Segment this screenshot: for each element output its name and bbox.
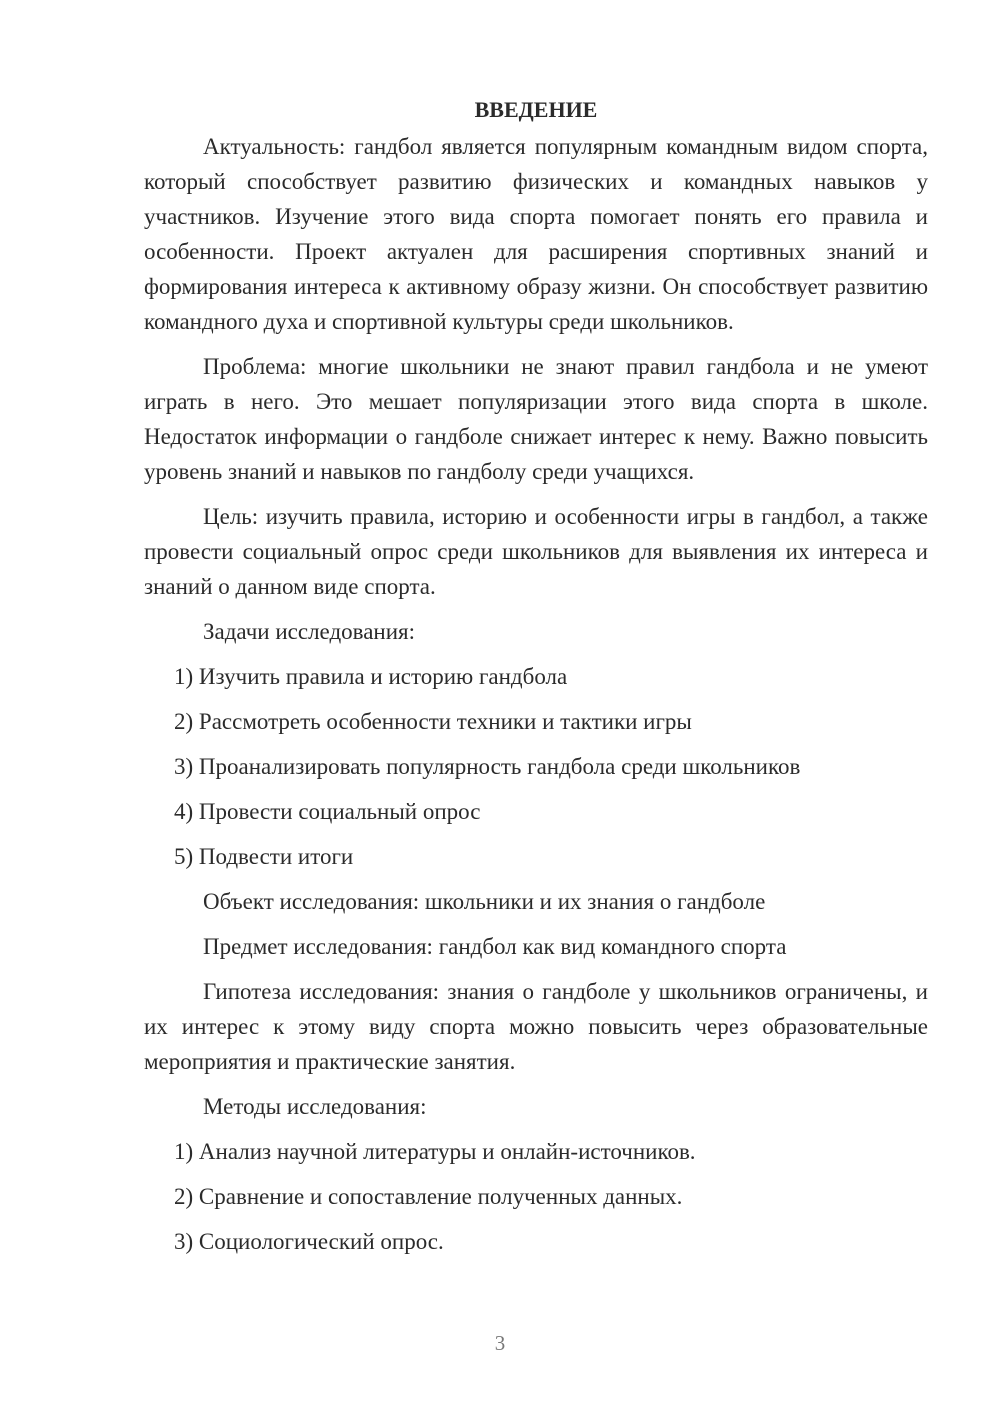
goal-paragraph: Цель: изучить правила, историю и особенности игры в гандбол, а также провести социальный опрос среди школьников для выявления их интереса и знаний о данном виде спорта. xyxy=(144,504,928,599)
task-item: 3) Проанализировать популярность гандбола среди школьников xyxy=(174,754,801,779)
research-object: Объект исследования: школьники и их знания о гандболе xyxy=(203,889,766,914)
hypothesis-paragraph: Гипотеза исследования: знания о гандболе у школьников ограничены, и их интерес к этому виду спорта можно повысить через образовательные мероприятия и практические занятия. xyxy=(144,979,928,1074)
document-title: ВВЕДЕНИЕ xyxy=(474,97,598,122)
relevance-paragraph: Актуальность: гандбол является популярным командным видом спорта, который способствует развитию физических и командных навыков у участников. Изучение этого вида спорта помогает понять его правила и особенности. Проект актуален для расширения спортивных знаний и формирования интереса к активному образу жизни. Он способствует развитию командного духа и спортивной культуры среди школьников. xyxy=(144,134,928,334)
problem-paragraph: Проблема: многие школьники не знают правил гандбола и не умеют играть в него. Это мешает популяризации этого вида спорта в школе. Недостаток информации о гандболе снижает интерес к нему. Важно повысить уровень знаний и навыков по гандболу среди учащихся. xyxy=(144,354,928,484)
method-item: 1) Анализ научной литературы и онлайн-источников. xyxy=(174,1139,696,1164)
task-item: 5) Подвести итоги xyxy=(174,844,354,869)
task-item: 4) Провести социальный опрос xyxy=(174,799,481,824)
task-item: 2) Рассмотреть особенности техники и тактики игры xyxy=(174,709,692,734)
methods-heading: Методы исследования: xyxy=(203,1094,427,1119)
tasks-heading: Задачи исследования: xyxy=(203,619,416,644)
page-number: 3 xyxy=(494,1331,506,1355)
research-subject: Предмет исследования: гандбол как вид командного спорта xyxy=(203,934,787,959)
task-item: 1) Изучить правила и историю гандбола xyxy=(174,664,568,689)
method-item: 3) Социологический опрос. xyxy=(174,1229,444,1254)
method-item: 2) Сравнение и сопоставление полученных данных. xyxy=(174,1184,683,1209)
document-page xyxy=(144,92,928,1269)
